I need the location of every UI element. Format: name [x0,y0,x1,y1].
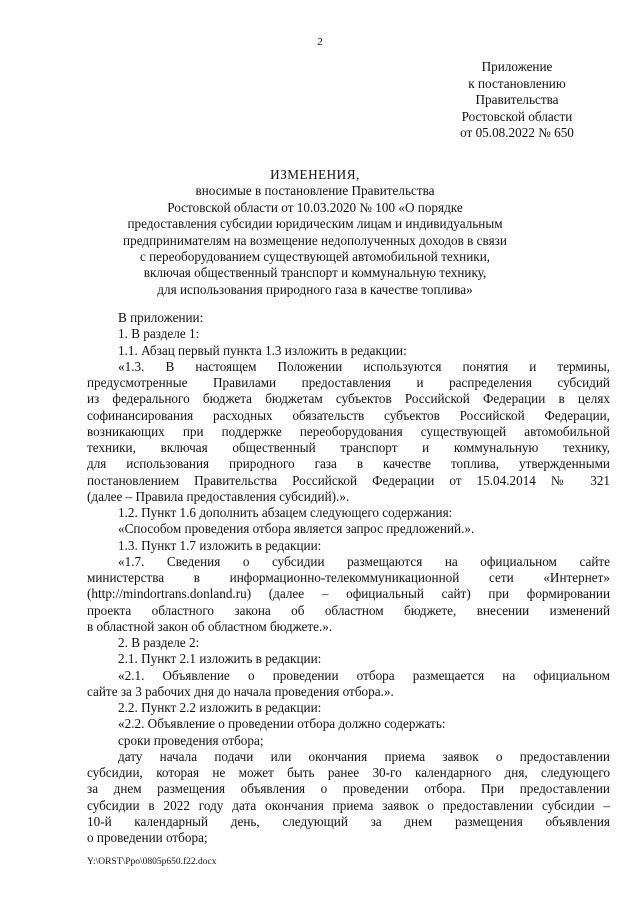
body-line: 1.3. Пункт 1.7 изложить в редакции: [118,537,322,553]
body-line: (далее – Правила предоставления субсидий).». [87,488,350,504]
title-line: с переоборудованием существующей автомобильной техники, [139,249,491,265]
document-body [87,310,610,846]
body-line: 10-й календарный день, следующий за днем размещения объявления [87,813,610,829]
body-line: «Способом проведения отбора является запрос предложений.». [118,521,475,537]
title-line: вносимые в постановление Правительства [195,183,435,199]
appendix-line: к постановлению [468,75,566,91]
body-line: субсидии в 2022 году дата окончания приема заявок о предоставлении субсидии – [87,797,610,813]
body-line: возникающих при поддержке переоборудования существующей автомобильной [87,423,610,439]
appendix-header [440,59,594,142]
body-line: «1.3. В настоящем Положении используются понятия и термины, [118,358,610,374]
body-line: дату начала подачи или окончания приема заявок о предоставлении [118,748,610,764]
appendix-line: Правительства [475,92,559,107]
body-line: 1.1. Абзац первый пункта 1.3 изложить в редакции: [118,342,407,358]
body-line: за днем размещения объявления о проведении отбора. При предоставлении [87,781,610,797]
title-line: для использования природного газа в качестве топлива» [157,281,473,297]
page-number: 2 [317,36,323,48]
body-line: проекта областного закона об областном бюджете, внесении изменений [87,602,610,618]
title-line: включая общественный транспорт и коммунальную технику, [143,265,487,281]
body-line: для использования природного газа в качестве топлива, утвержденными [87,456,610,472]
title-line: предпринимателям на возмещение недополученных доходов в связи [123,232,507,248]
body-line: «1.7. Сведения о субсидии размещаются на официальном сайте [118,553,610,569]
body-line: софинансирования расходных обязательств субъектов Российской Федерации, [87,407,610,423]
body-line: в областной закон об областном бюджете.». [87,618,333,634]
title-line: Ростовской области от 10.03.2020 № 100 «О порядке [167,199,463,215]
body-line: техники, включая общественный транспорт и коммунальную технику, [87,440,610,455]
body-line: сайте за 3 рабочих дня до начала проведения отбора.». [87,683,394,699]
title-line: предоставления субсидии юридическим лицам и индивидуальным [127,216,503,232]
title-heading: ИЗМЕНЕНИЯ, [270,167,360,182]
body-line: В приложении: [118,310,204,325]
body-line: министерства в информационно-телекоммуникационной сети «Интернет» [87,570,610,585]
body-line: сроки проведения отбора; [118,732,264,748]
body-line: субсидии, которая не может быть ранее 30-го календарного дня, следующего [87,765,610,780]
body-line: «2.1. Объявление о проведении отбора размещается на официальном [118,667,610,683]
body-line: 2. В разделе 2: [118,635,200,650]
file-path-footer: Y:\ORST\Ppo\0805p650.f22.docx [87,857,217,867]
appendix-line: Приложение [481,59,553,74]
body-line: «2.2. Объявление о проведении отбора должно содержать: [118,716,446,732]
body-line: 1.2. Пункт 1.6 дополнить абзацем следующего содержания: [118,505,453,520]
body-line: предусмотренные Правилами предоставления и распределения субсидий [87,375,610,390]
body-line: о проведении отбора; [87,830,208,845]
body-line: (http://mindortrans.donland.ru) (далее – официальный сайт) при формировании [87,586,610,602]
appendix-line: от 05.08.2022 № 650 [460,125,574,140]
body-line: из федерального бюджета бюджетам субъектов Российской Федерации в целях [87,391,610,407]
body-line: постановлением Правительства Российской Федерации от 15.04.2014 № 321 [87,472,610,488]
body-line: 2.1. Пункт 2.1 изложить в редакции: [118,651,322,667]
body-line: 1. В разделе 1: [118,326,200,342]
body-line: 2.2. Пункт 2.2 изложить в редакции: [118,700,322,715]
appendix-line: Ростовской области [461,108,573,124]
document-title [96,167,534,298]
